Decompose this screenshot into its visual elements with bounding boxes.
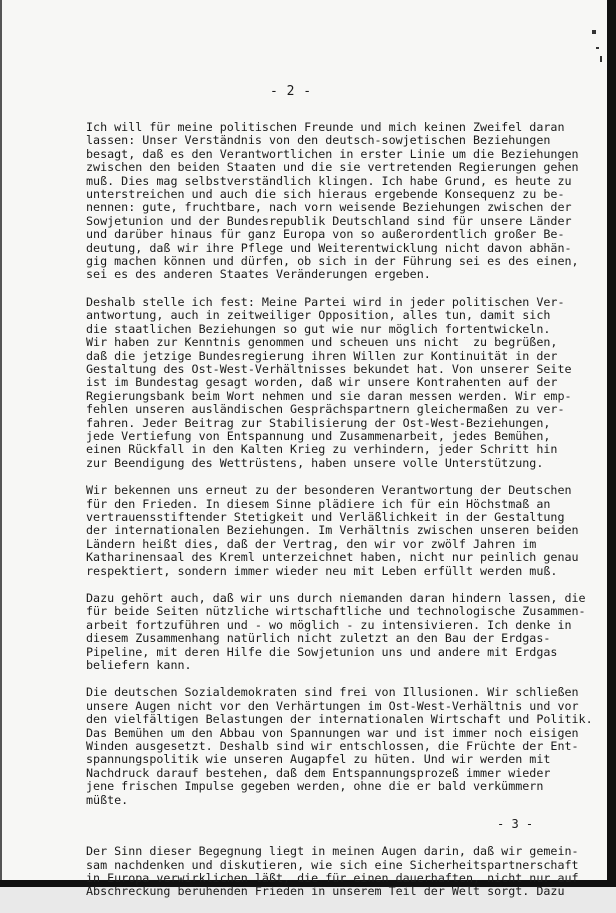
paragraph: Dazu gehört auch, daß wir uns durch niemanden daran hindern lassen, die für beide Seiten nützliche wirtschaftliche und technologische Zusammen- arbeit fortzuführen und - wo möglich - zu intensivieren. Ich denke in diesem Zusammenhang natürlich nicht zuletzt an den Bau der Erdgas- Pipeline, mit deren Hilfe die Sowjetunion uns und andere mit Erdgas beliefern kann. — [86, 591, 586, 673]
paragraph: Der Sinn dieser Begegnung liegt in meinen Augen darin, daß wir gemein- sam nachdenken und diskutieren, wie sich eine Sicherheitspartnerschaft in Europa verwirklichen läßt, die für einen dauerhaften, nicht nur auf Abschreckung beruhenden Frieden in unserem Teil der Welt sorgt. Dazu — [86, 844, 579, 899]
scan-edge-right — [607, 0, 616, 887]
scan-mark — [600, 56, 602, 62]
next-page-number: - 3 - — [497, 817, 534, 831]
paragraph: Deshalb stelle ich fest: Meine Partei wird in jeder politischen Ver- antwortung, auch in zeitweiliger Opposition, alles tun, damit sich die staatlichen Beziehungen so gut wie nur möglich fortentwickeln. Wir haben zur Kenntnis genommen und scheuen uns nicht zu begrüßen, daß die jetzige Bundesregierung ihren Willen zur Kontinuität in der Gestaltung des Ost-West-Verhältnisses bekundet hat. Von unserer Seite ist im Bundestag gesagt worden, daß wir unsere Kontrahenten auf der Regierungsbank beim Wort nehmen und sie daran messen werden. Wir emp- fehlen unseren ausländischen Gesprächspartnern gleichermaßen zu ver- fahren. Jeder Beitrag zur Stabilisierung der Ost-West-Beziehungen, jede Vertiefung von Entspannung und Zusammenarbeit, jedes Bemühen, einen Rückfall in den Kalten Krieg zu verhindern, jeder Schritt hin zur Beendigung des Wettrüstens, haben unsere volle Unterstützung. — [86, 294, 572, 470]
paragraph: Wir bekennen uns erneut zu der besonderen Verantwortung der Deutschen für den Frieden. In diesem Sinne plädiere ich für ein Höchstmaß an vertrauensstiftender Stetigkeit und Verläßlichkeit in der Gestaltung der internationalen Beziehungen. Im Verhältnis zwischen unseren beiden Ländern heißt dies, daß der Vertrag, den wir vor zwölf Jahren im Katharinensaal des Kreml unterzeichnet haben, nicht nur peinlich genau respektiert, sondern immer wieder neu mit Leben erfüllt werden muß. — [86, 483, 579, 578]
scan-mark — [596, 47, 599, 49]
scan-mark — [592, 30, 596, 34]
scan-edge-left — [0, 0, 2, 887]
body-text — [86, 120, 593, 913]
paragraph: Ich will für meine politischen Freunde und mich keinen Zweifel daran lassen: Unser Verständnis von den deutsch-sowjetischen Beziehungen besagt, daß es den Verantwortlichen in erster Linie um die Beziehungen zwischen den beiden Staaten und die sie vertretenden Regierungen gehen muß. Dies mag selbstverständlich klingen. Ich habe Grund, es heute zu unterstreichen und auch die sich hieraus ergebende Konsequenz zu be- nennen: gute, fruchtbare, nach vorn weisende Beziehungen zwischen der Sowjetunion und der Bundesrepublik Deutschland sind für unsere Länder und darüber hinaus für ganz Europa von so außerordentlich großer Be- deutung, daß wir ihre Pflege und Weiterentwicklung nicht davon abhän- gig machen können und dürfen, ob sich in der Führung sei es des einen, sei es des anderen Staates Veränderungen ergeben. — [86, 120, 579, 282]
page-number: - 2 - — [270, 84, 312, 99]
paragraph: Die deutschen Sozialdemokraten sind frei von Illusionen. Wir schließen unsere Augen nicht vor den Verhärtungen im Ost-West-Verhältnis und vor den vielfältigen Belastungen der internationalen Wirtschaft und Politik. Das Bemühen um den Abbau von Spannungen war und ist immer noch eisigen Winden ausgesetzt. Deshalb sind wir entschlossen, die Früchte der Ent- spannungspolitik wie unseren Augapfel zu hüten. Und wir werden mit Nachdruck darauf bestehen, daß dem Entspannungsprozeß immer wieder jene frischen Impulse gegeben werden, ohne die er bald verkümmern müßte. — [86, 685, 593, 807]
